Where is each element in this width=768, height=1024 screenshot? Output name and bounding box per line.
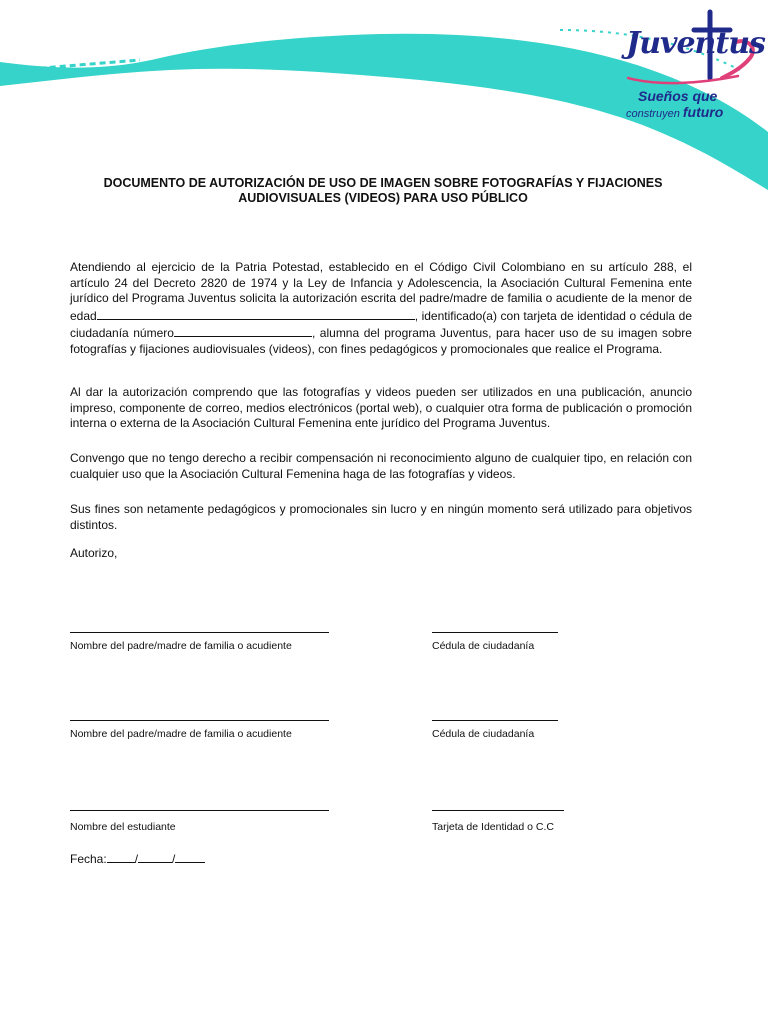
date-field — [70, 850, 205, 866]
juventus-logo — [618, 8, 768, 120]
signature-label: Nombre del estudiante — [70, 821, 176, 833]
signature-line — [70, 720, 329, 721]
document-title — [70, 176, 696, 206]
paragraph-3: Convengo que no tengo derecho a recibir compensación ni reconocimiento alguno de cualquier tipo, en relación con cualquier uso que la Asociación Cultural Femenina haga de las fotografías y videos. — [70, 451, 692, 481]
date-day-blank — [107, 850, 135, 863]
signature-label: Nombre del padre/madre de familia o acudiente — [70, 640, 292, 652]
date-year-blank — [175, 850, 205, 863]
signature-line — [432, 810, 564, 811]
paragraph-4: Sus fines son netamente pedagógicos y promocionales sin lucro y en ningún momento será utilizado para objetivos distintos. — [70, 502, 692, 532]
signature-label: Cédula de ciudadanía — [432, 728, 535, 740]
paragraph-2: Al dar la autorización comprendo que las fotografías y videos pueden ser utilizados en una publicación, anuncio impreso, componente de correo, medios electrónicos (portal web), o cualquier otra forma de publicación o promoción interna o externa de la Asociación Cultural Femenina ente jurídico del Programa Juventus. — [70, 385, 692, 430]
signature-label: Nombre del padre/madre de familia o acudiente — [70, 728, 292, 740]
minor-name-blank — [97, 307, 415, 320]
date-separator: / — [134, 852, 139, 866]
signature-line — [70, 632, 329, 633]
title-line-2: AUDIOVISUALES (VIDEOS) PARA USO PÚBLICO — [238, 191, 528, 205]
closing-text: Autorizo, — [70, 546, 118, 560]
signature-line — [432, 720, 558, 721]
logo-tagline-1: Sueños que — [638, 88, 718, 104]
paragraph-1: Atendiendo al ejercicio de la Patria Potestad, establecido en el Código Civil Colombiano en su artículo 288, el artículo 24 del Decreto 2820 de 1974 y la Ley de Infancia y Adolescencia, la Asociación Cultural Femenina ente jurídico del Programa Juventus solicita la autorización escrita del padre/madre de familia o acudiente de la menor de edad , identificado(a) con tarjeta de identidad o cédula de ciudadanía número , alumna del programa Juventus, para hacer uso de su imagen sobre fotografías y fijaciones audiovisuales (videos), con fines pedagógicos y promocionales que realice el Programa. — [70, 260, 692, 356]
logo-tagline-2: construyen futuro — [626, 104, 724, 120]
date-label: Fecha: — [70, 852, 107, 866]
signature-line — [432, 632, 558, 633]
signature-label: Tarjeta de Identidad o C.C — [432, 821, 554, 833]
signature-line — [70, 810, 329, 811]
signature-label: Cédula de ciudadanía — [432, 640, 535, 652]
date-separator: / — [172, 852, 176, 866]
id-number-blank — [174, 324, 312, 337]
date-month-blank — [138, 850, 172, 863]
title-line-1: DOCUMENTO DE AUTORIZACIÓN DE USO DE IMAGEN SOBRE FOTOGRAFÍAS Y FIJACIONES — [103, 176, 663, 190]
logo-wordmark: Juventus — [626, 26, 765, 61]
